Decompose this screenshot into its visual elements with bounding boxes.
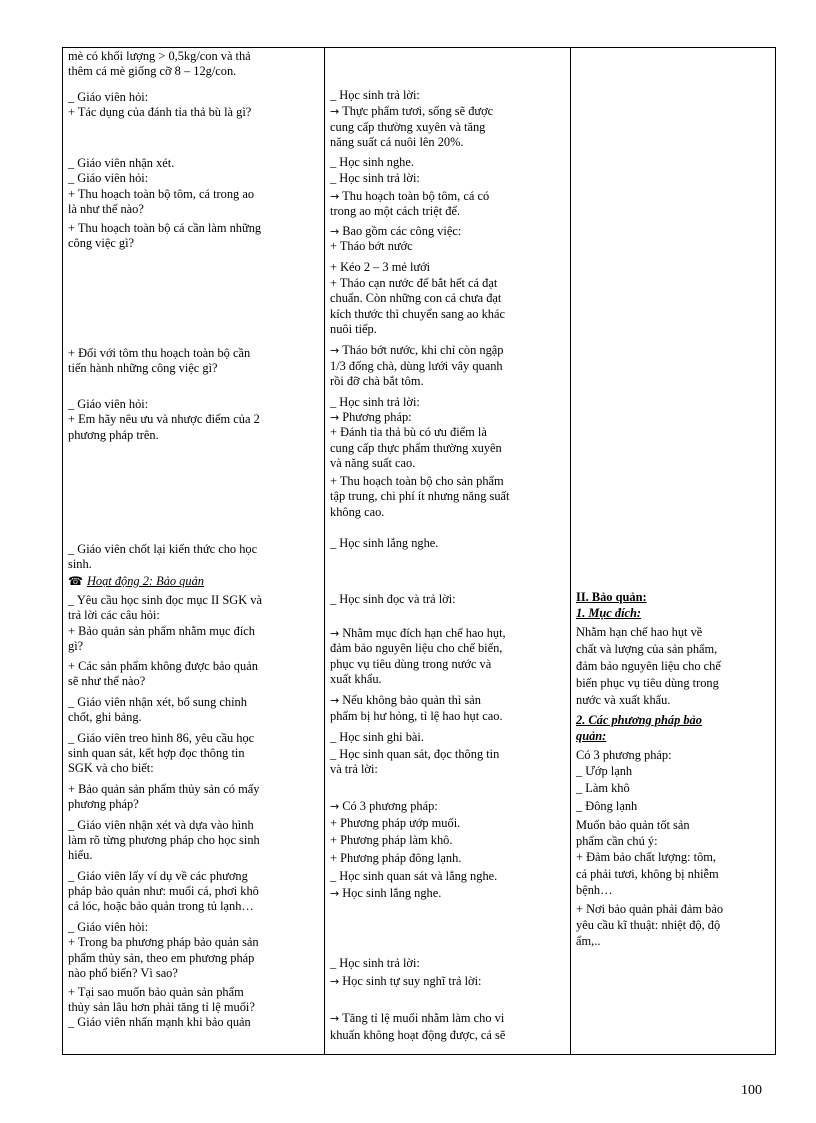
student_column-line — [330, 395, 567, 410]
student_column-text: phẩm bị hư hỏng, tỉ lệ hao hụt cao. — [330, 709, 503, 723]
teacher_column-line — [68, 951, 321, 966]
teacher_column-line — [68, 236, 321, 251]
student_column-line — [330, 374, 567, 389]
teacher_column-text: hiểu. — [68, 848, 93, 862]
student_column-text: trong ao một cách triệt để. — [330, 204, 461, 218]
student_column-line — [330, 189, 567, 204]
student_column-text: _ Học sinh trả lời: — [330, 956, 420, 970]
student_column-text: 1/3 đống chà, dùng lưới vây quanh — [330, 359, 503, 373]
student_column-line — [330, 641, 567, 656]
teacher-activity-column — [63, 48, 324, 1054]
teacher_column-line — [68, 1015, 321, 1030]
teacher_column-line — [68, 105, 321, 120]
teacher_column-text: mè có khối lượng > 0,5kg/con và thả — [68, 49, 251, 63]
student_column-line — [330, 171, 567, 186]
student_column-text: tập trung, chi phí ít nhưng năng suất — [330, 489, 510, 503]
content_column-line — [576, 606, 772, 621]
teacher_column-line — [68, 49, 321, 64]
content_column-text: yêu cầu kĩ thuật: nhiệt độ, độ — [576, 918, 721, 932]
teacher_column-text: SGK và cho biết: — [68, 761, 154, 775]
teacher_column-text: pháp bảo quản như: muối cá, phơi khô — [68, 884, 259, 898]
student_column-text: _ Học sinh trả lời: — [330, 395, 420, 409]
student_column-text: _ Học sinh trả lời: — [330, 88, 420, 102]
student_column-text: và năng suất cao. — [330, 456, 416, 470]
student_column-text: + Phương pháp ướp muối. — [330, 816, 461, 830]
student_column-text: năng suất cá nuôi lên 20%. — [330, 135, 464, 149]
student_column-text: phục vụ tiêu dùng trong nước và — [330, 657, 492, 671]
student_column-line — [330, 322, 567, 337]
content_column-text: biến phục vụ tiêu dùng trong — [576, 676, 719, 690]
student_column-text: _ Học sinh ghi bài. — [330, 730, 424, 744]
content_column-line — [576, 590, 772, 605]
teacher_column-text: _ Giáo viên nhận xét, bổ sung chỉnh — [68, 695, 247, 709]
teacher_column-text: Hoạt động 2: Bảo quản — [86, 574, 204, 588]
content_column-line — [576, 693, 772, 708]
student_column-text: Thực phẩm tươi, sống sẽ được — [342, 104, 494, 118]
content_column-text: chất và lượng của sản phẩm, — [576, 642, 718, 656]
content_column-line — [576, 781, 772, 796]
student_column-line — [330, 155, 567, 170]
teacher_column-text: gì? — [68, 639, 84, 653]
student_column-text: _ Học sinh đọc và trả lời: — [330, 592, 456, 606]
student_column-text: khuẩn không hoạt động được, cá sẽ — [330, 1028, 506, 1042]
teacher_column-text: _ Giáo viên hỏi: — [68, 171, 149, 185]
teacher_column-text: _ Giáo viên hỏi: — [68, 397, 149, 411]
teacher_column-line — [68, 935, 321, 950]
student_column-line — [330, 489, 567, 504]
content_column-text: cá phải tươi, không bị nhiễm — [576, 867, 719, 881]
student_column-text: Thu hoạch toàn bộ tôm, cá có — [342, 189, 490, 203]
teacher_column-text: + Các sản phẩm không được bảo quản — [68, 659, 258, 673]
content_column-line — [576, 799, 772, 814]
teacher_column-text: là như thế nào? — [68, 202, 144, 216]
student_column-line — [330, 974, 567, 989]
teacher_column-line — [68, 542, 321, 557]
student_column-line — [330, 833, 567, 848]
student_column-line — [330, 307, 567, 322]
content_column-line — [576, 748, 772, 763]
teacher_column-text: sinh quan sát, kết hợp đọc thông tin — [68, 746, 245, 760]
student_column-line — [330, 239, 567, 254]
lesson-content-cell — [571, 48, 776, 1055]
teacher_column-line — [68, 90, 321, 105]
student_column-line — [330, 456, 567, 471]
teacher_column-line — [68, 985, 321, 1000]
content_column-line — [576, 642, 772, 657]
teacher_column-line — [68, 639, 321, 654]
student_column-text: + Phương pháp làm khô. — [330, 833, 453, 847]
student_column-text: và trả lời: — [330, 762, 378, 776]
teacher_column-text: chốt, ghi bảng. — [68, 710, 142, 724]
teacher_column-line — [68, 884, 321, 899]
teacher_column-line — [68, 818, 321, 833]
teacher_column-line — [68, 412, 321, 427]
student_column-line — [330, 425, 567, 440]
content_column-text: + Nơi bảo quản phải đảm bảo — [576, 902, 724, 916]
content_column-text: _ Làm khô — [576, 781, 630, 795]
teacher_column-text: nào phổ biến? Vì sao? — [68, 966, 178, 980]
teacher_column-line — [68, 797, 321, 812]
teacher_column-line — [68, 397, 321, 412]
arrow-right-icon: → — [330, 190, 340, 203]
content_column-line — [576, 867, 772, 882]
teacher_column-line — [68, 608, 321, 623]
arrow-right-icon: → — [330, 627, 340, 640]
teacher_column-text: trả lời các câu hỏi: — [68, 608, 160, 622]
student_column-line — [330, 657, 567, 672]
teacher_column-line — [68, 221, 321, 236]
student_column-line — [330, 474, 567, 489]
student_column-text: + Tháo cạn nước để bắt hết cá đạt — [330, 276, 498, 290]
student_column-line — [330, 851, 567, 866]
telephone-icon: ☎ — [68, 574, 83, 588]
teacher_column-text: công việc gì? — [68, 236, 135, 250]
student_column-text: Nếu không bảo quản thì sản — [342, 693, 481, 707]
arrow-right-icon: → — [330, 694, 340, 707]
teacher_column-text: làm rõ từng phương pháp cho học sinh — [68, 833, 260, 847]
student-activity-column — [325, 48, 570, 1054]
teacher_column-text: + Tại sao muốn bảo quản sản phẩm — [68, 985, 244, 999]
content_column-line — [576, 850, 772, 865]
student_column-text: rồi đỡ chà bắt tôm. — [330, 374, 424, 388]
teacher_column-line — [68, 710, 321, 725]
arrow-right-icon: → — [330, 887, 340, 900]
teacher_column-line — [68, 761, 321, 776]
teacher_column-line — [68, 869, 321, 884]
student_column-text: cung cấp thực phẩm thường xuyên — [330, 441, 502, 455]
arrow-right-icon: → — [330, 975, 340, 988]
student_column-line — [330, 291, 567, 306]
content_column-line — [576, 713, 772, 728]
teacher_column-text: + Thu hoạch toàn bộ tôm, cá trong ao — [68, 187, 255, 201]
teacher_column-line — [68, 624, 321, 639]
teacher_column-text: + Bảo quản sản phẩm nhằm mục đích — [68, 624, 255, 638]
content_column-text: nước và xuất khẩu. — [576, 693, 671, 707]
student_column-line — [330, 799, 567, 814]
teacher_column-text: _ Giáo viên nhận xét và dựa vào hình — [68, 818, 254, 832]
student_column-text: _ Học sinh quan sát và lắng nghe. — [330, 869, 498, 883]
content_column-line — [576, 729, 772, 744]
teacher_column-line — [68, 695, 321, 710]
student_column-text: Học sinh tự suy nghĩ trả lời: — [342, 974, 482, 988]
teacher_column-line — [68, 557, 321, 572]
content_column-line — [576, 918, 772, 933]
arrow-right-icon: → — [330, 1012, 340, 1025]
student_column-text: Phương pháp: — [342, 410, 412, 424]
student_column-text: + Tháo bớt nước — [330, 239, 413, 253]
student_column-line — [330, 886, 567, 901]
teacher_column-line — [68, 361, 321, 376]
teacher_column-line — [68, 187, 321, 202]
student_column-line — [330, 343, 567, 358]
student_column-line — [330, 359, 567, 374]
student_column-text: Bao gồm các công việc: — [342, 224, 462, 238]
teacher_column-text: _ Yêu cầu học sinh đọc mục II SGK và — [68, 593, 262, 607]
content_column-line — [576, 934, 772, 949]
student_column-line — [330, 536, 567, 551]
student_column-text: + Thu hoạch toàn bộ cho sản phẩm — [330, 474, 504, 488]
teacher_column-text: + Trong ba phương pháp bảo quản sản — [68, 935, 259, 949]
student_column-line — [330, 1028, 567, 1043]
student_column-line — [330, 693, 567, 708]
content_column-text: + Đảm bảo chất lượng: tôm, — [576, 850, 717, 864]
student_column-text: _ Học sinh trả lời: — [330, 171, 420, 185]
teacher_column-text: sinh. — [68, 557, 92, 571]
student_column-line — [330, 1011, 567, 1026]
content_column-line — [576, 818, 772, 833]
content_column-line — [576, 625, 772, 640]
teacher_column-text: _ Giáo viên nhận xét. — [68, 156, 175, 170]
content_column-line — [576, 883, 772, 898]
teacher_column-text: cá lóc, hoặc bảo quản trong tủ lạnh… — [68, 899, 254, 913]
arrow-right-icon: → — [330, 105, 340, 118]
student_column-line — [330, 869, 567, 884]
teacher_column-line — [68, 64, 321, 79]
student_column-text: _ Học sinh nghe. — [330, 155, 414, 169]
student_column-line — [330, 120, 567, 135]
teacher_column-line — [68, 593, 321, 608]
content_column-text: ẩm,.. — [576, 934, 601, 948]
content_column-line — [576, 676, 772, 691]
student_column-line — [330, 956, 567, 971]
content_column-line — [576, 902, 772, 917]
student_column-text: kích thước thì chuyển sang ao khác — [330, 307, 505, 321]
teacher_column-line — [68, 428, 321, 443]
arrow-right-icon: → — [330, 225, 340, 238]
content_column-text: đảm bảo nguyên liệu cho chế — [576, 659, 721, 673]
teacher_column-line — [68, 920, 321, 935]
lesson-table — [62, 47, 776, 1055]
student_column-line — [330, 762, 567, 777]
student_column-text: chuẩn. Còn những con cá chưa đạt — [330, 291, 502, 305]
student_column-line — [330, 730, 567, 745]
teacher_column-line — [68, 674, 321, 689]
student_column-text: Tháo bớt nước, khi chỉ còn ngập — [342, 343, 504, 357]
student_column-text: nuôi tiếp. — [330, 322, 377, 336]
teacher_column-line — [68, 848, 321, 863]
teacher-activity-cell — [63, 48, 325, 1055]
student_column-line — [330, 816, 567, 831]
content_column-line — [576, 659, 772, 674]
content_column-text: _ Ướp lạnh — [576, 764, 633, 778]
teacher_column-line — [68, 782, 321, 797]
teacher_column-text: _ Giáo viên hỏi: — [68, 920, 149, 934]
teacher_column-line — [68, 731, 321, 746]
teacher_column-text: thủy sản lâu hơn phải tăng tỉ lệ muối? — [68, 1000, 255, 1014]
teacher_column-text: _ Giáo viên chốt lại kiến thức cho học — [68, 542, 258, 556]
student_column-line — [330, 104, 567, 119]
teacher_column-line — [68, 171, 321, 186]
teacher_column-text: sẽ như thế nào? — [68, 674, 146, 688]
teacher_column-text: + Đối với tôm thu hoạch toàn bộ cần — [68, 346, 251, 360]
content_column-text: Muốn bảo quản tốt sản — [576, 818, 690, 832]
student_column-line — [330, 626, 567, 641]
teacher_column-text: + Tác dụng của đánh tỉa thả bù là gì? — [68, 105, 252, 119]
teacher_column-text: tiến hành những công việc gì? — [68, 361, 218, 375]
student_column-text: Nhằm mục đích hạn chế hao hụt, — [342, 626, 506, 640]
student_column-line — [330, 747, 567, 762]
content_column-line — [576, 764, 772, 779]
teacher_column-line — [68, 966, 321, 981]
teacher_column-text: phương pháp trên. — [68, 428, 159, 442]
student_column-text: đảm bảo nguyên liệu cho chế biến, — [330, 641, 503, 655]
student_column-text: + Phương pháp đông lạnh. — [330, 851, 462, 865]
teacher_column-line — [68, 746, 321, 761]
content_column-text: II. Bảo quản: — [576, 590, 647, 604]
student_column-text: xuất khẩu. — [330, 672, 382, 686]
student_column-text: + Đánh tỉa thả bù có ưu điểm là — [330, 425, 487, 439]
arrow-right-icon: → — [330, 344, 340, 357]
teacher_column-line — [68, 833, 321, 848]
student_column-line — [330, 260, 567, 275]
teacher_column-line — [68, 202, 321, 217]
student_column-line — [330, 592, 567, 607]
content_column-text: 1. Mục đích: — [576, 606, 642, 620]
student_column-line — [330, 709, 567, 724]
teacher_column-text: _ Giáo viên hỏi: — [68, 90, 149, 104]
teacher_column-text: + Em hãy nêu ưu và nhược điểm của 2 — [68, 412, 260, 426]
teacher_column-line — [68, 574, 321, 589]
student-activity-cell — [325, 48, 571, 1055]
arrow-right-icon: → — [330, 411, 340, 424]
teacher_column-line — [68, 659, 321, 674]
content_column-text: _ Đông lạnh — [576, 799, 638, 813]
arrow-right-icon: → — [330, 800, 340, 813]
student_column-text: cung cấp thường xuyên và tăng — [330, 120, 486, 134]
content_column-line — [576, 834, 772, 849]
page-number: 100 — [741, 1083, 762, 1098]
student_column-text: không cao. — [330, 505, 385, 519]
student_column-text: Có 3 phương pháp: — [342, 799, 438, 813]
student_column-line — [330, 276, 567, 291]
teacher_column-text: _ Giáo viên lấy ví dụ về các phương — [68, 869, 248, 883]
content_column-text: Có 3 phương pháp: — [576, 748, 672, 762]
teacher_column-text: phương pháp? — [68, 797, 139, 811]
student_column-line — [330, 505, 567, 520]
student_column-line — [330, 441, 567, 456]
student_column-line — [330, 410, 567, 425]
lesson-content-column — [571, 48, 775, 1054]
student_column-line — [330, 88, 567, 103]
teacher_column-text: _ Giáo viên treo hình 86, yêu cầu học — [68, 731, 255, 745]
teacher_column-text: _ Giáo viên nhấn mạnh khi bảo quản — [68, 1015, 251, 1029]
teacher_column-text: + Thu hoạch toàn bộ cá cần làm những — [68, 221, 262, 235]
teacher_column-line — [68, 346, 321, 361]
student_column-text: Tăng tỉ lệ muối nhằm làm cho vi — [342, 1011, 505, 1025]
content_column-text: phẩm cần chú ý: — [576, 834, 658, 848]
teacher_column-text: phẩm thủy sản, theo em phương pháp — [68, 951, 255, 965]
student_column-text: _ Học sinh quan sát, đọc thông tin — [330, 747, 500, 761]
teacher_column-line — [68, 899, 321, 914]
student_column-line — [330, 672, 567, 687]
student_column-line — [330, 135, 567, 150]
student_column-text: _ Học sinh lắng nghe. — [330, 536, 439, 550]
content_column-text: Nhằm hạn chế hao hụt về — [576, 625, 703, 639]
teacher_column-line — [68, 156, 321, 171]
teacher_column-text: thêm cá mè giống cỡ 8 – 12g/con. — [68, 64, 237, 78]
student_column-line — [330, 204, 567, 219]
teacher_column-text: + Bảo quản sản phẩm thủy sản có mấy — [68, 782, 260, 796]
content_column-text: quản: — [576, 729, 607, 743]
student_column-text: + Kéo 2 – 3 mẻ lưới — [330, 260, 431, 274]
content_column-text: bệnh… — [576, 883, 613, 897]
content_column-text: 2. Các phương pháp bảo — [576, 713, 702, 727]
teacher_column-line — [68, 1000, 321, 1015]
student_column-text: Học sinh lắng nghe. — [342, 886, 442, 900]
student_column-line — [330, 224, 567, 239]
